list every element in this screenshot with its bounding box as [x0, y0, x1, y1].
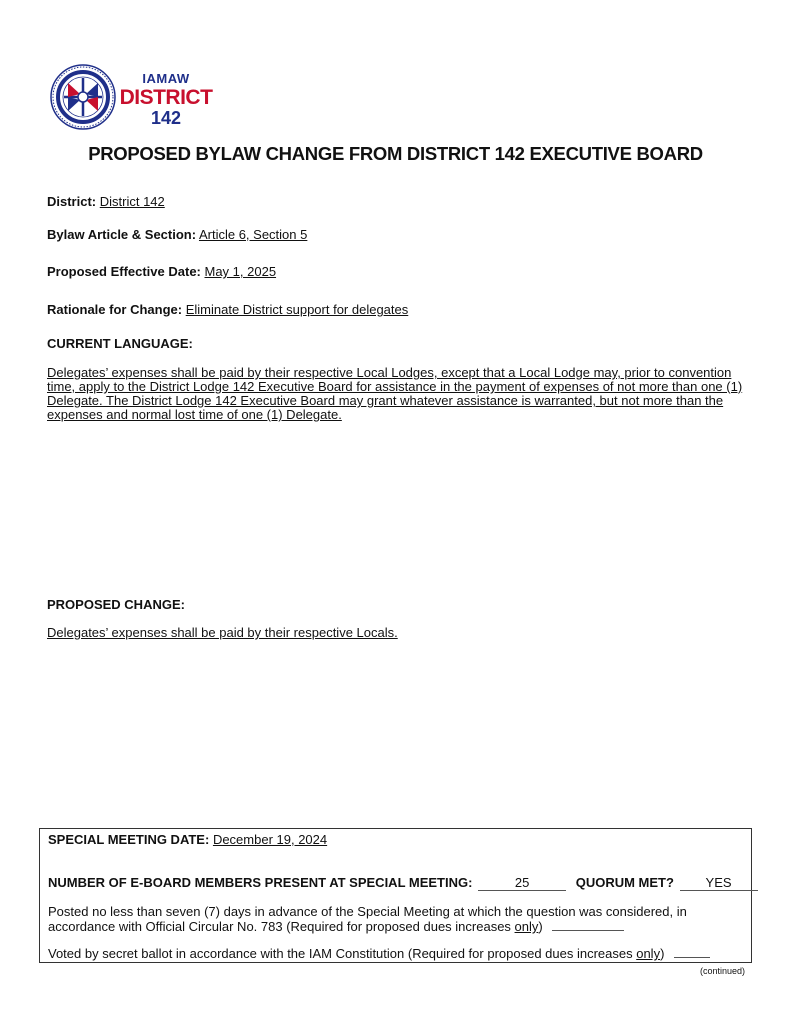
members-present-label: NUMBER OF E-BOARD MEMBERS PRESENT AT SPECIAL MEETING: — [48, 875, 473, 890]
posted-only: only — [514, 919, 539, 934]
article-value: Article 6, Section 5 — [198, 227, 308, 242]
district-logo — [50, 64, 220, 134]
effective-date-value: May 1, 2025 — [204, 264, 277, 279]
secret-ballot-row — [48, 946, 710, 961]
logo-iamaw: IAMAW — [142, 71, 190, 86]
members-present-value: 25 — [478, 876, 566, 891]
effective-date-field — [47, 264, 276, 279]
posted-notice-row — [48, 904, 687, 934]
district-value: District 142 — [99, 194, 165, 209]
secret-ballot-text: Voted by secret ballot in accordance with the IAM Constitution (Required for proposed dues increases — [48, 946, 637, 961]
rationale-value: Eliminate District support for delegates — [185, 302, 409, 317]
secret-ballot-blank — [674, 957, 710, 958]
current-language-heading: CURRENT LANGUAGE: — [47, 336, 193, 351]
meeting-date-label: SPECIAL MEETING DATE: — [48, 832, 210, 847]
special-meeting-box — [39, 828, 752, 963]
posted-close: ) — [538, 919, 543, 934]
quorum-value: YES — [680, 876, 758, 891]
posted-notice-text-1: Posted no less than seven (7) days in advance of the Special Meeting at which the question was considered, in — [48, 904, 687, 919]
meeting-date-row — [48, 832, 327, 847]
quorum-label: QUORUM MET? — [575, 875, 674, 890]
rationale-field — [47, 302, 408, 317]
continued-note: (continued) — [699, 966, 745, 976]
effective-date-label: Proposed Effective Date: — [47, 264, 201, 279]
district-label: District: — [47, 194, 97, 209]
secret-ballot-only: only — [636, 946, 661, 961]
article-label: Bylaw Article & Section: — [47, 227, 197, 242]
posted-notice-text-2: accordance with Official Circular No. 783 (Required for proposed dues increases — [48, 919, 515, 934]
proposed-change-text: Delegates’ expenses shall be paid by their respective Locals. — [47, 625, 398, 640]
rationale-label: Rationale for Change: — [47, 302, 183, 317]
document-title: PROPOSED BYLAW CHANGE FROM DISTRICT 142 EXECUTIVE BOARD — [88, 143, 703, 164]
secret-ballot-close: ) — [660, 946, 665, 961]
proposed-change-heading: PROPOSED CHANGE: — [47, 597, 185, 612]
current-language-text: Delegates’ expenses shall be paid by their respective Local Lodges, except that a Local Lodge may, prior to convention time, apply to the District Lodge 142 Executive Board for assistance in the payment of expenses of not more than one (1) Delegate. The District Lodge 142 Executive Board may grant whatever assistance is warranted, but not more than the expenses and normal lost time of one (1) Delegate. — [47, 365, 743, 422]
posted-blank — [552, 930, 624, 931]
logo-district: DISTRICT — [119, 86, 213, 109]
logo-wordmark — [116, 72, 216, 127]
iam-seal-icon — [50, 64, 116, 130]
members-present-row — [48, 875, 758, 891]
article-field — [47, 227, 307, 242]
district-field — [47, 194, 165, 209]
meeting-date-value: December 19, 2024 — [212, 832, 328, 847]
logo-number: 142 — [150, 108, 182, 128]
